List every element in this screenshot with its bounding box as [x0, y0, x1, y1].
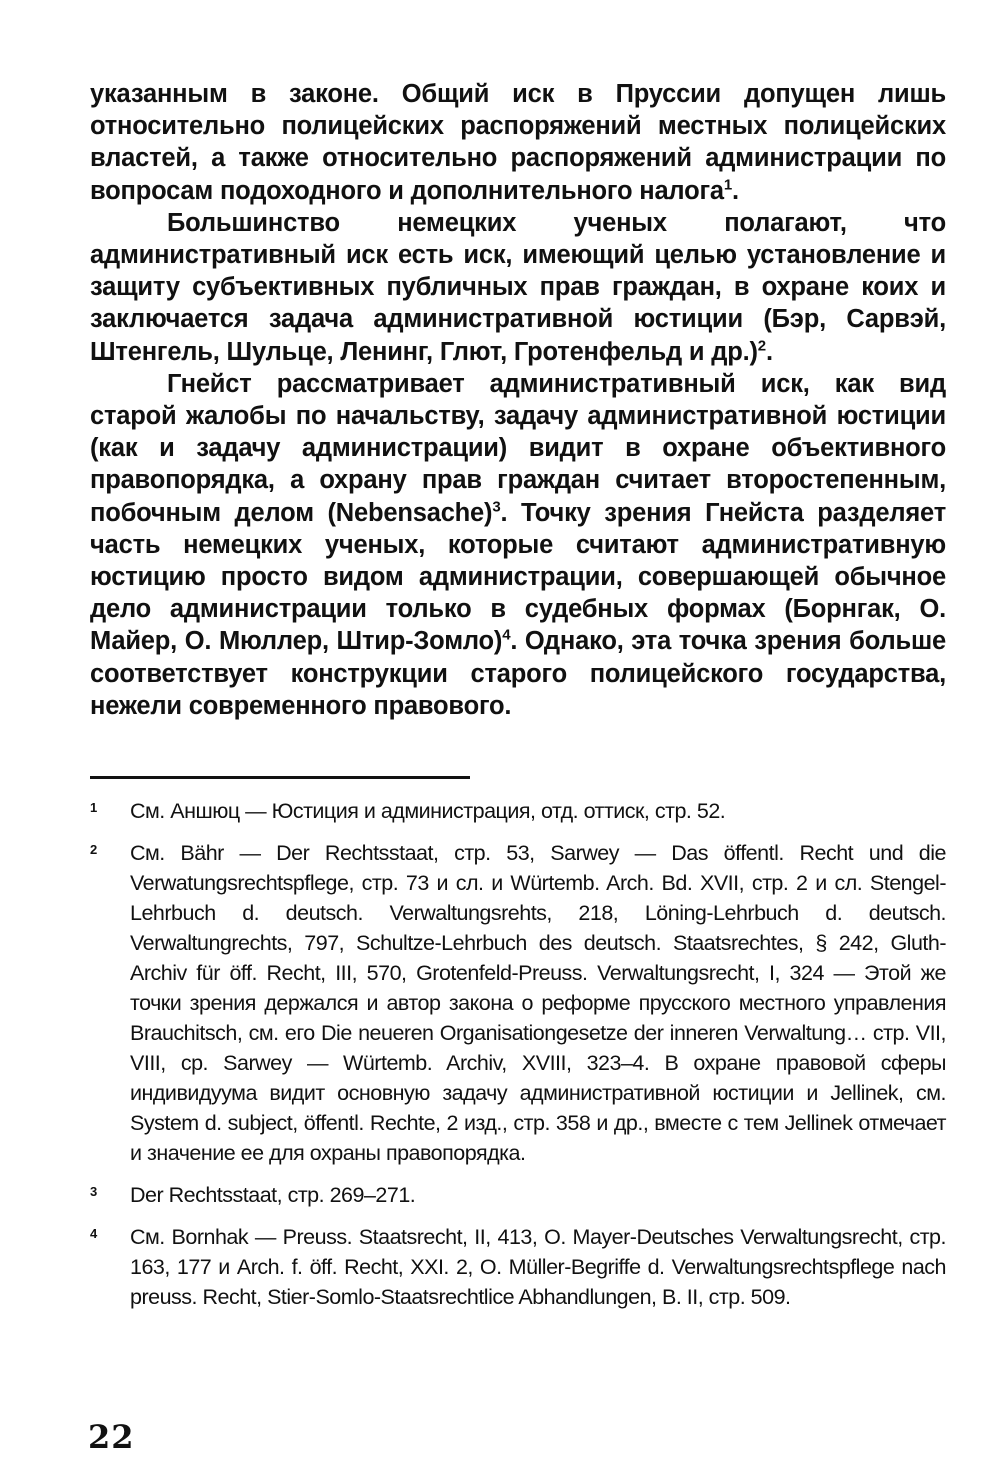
- page-number: 22: [88, 1418, 135, 1456]
- footnote-number: 3: [90, 1184, 97, 1199]
- paragraph-1: указанным в законе. Общий иск в Пруссии допущен лишь относительно полицейских распоряжений местных полицейских властей, а также относительно распоряжений администрации по вопросам подоходного и дополнительного налога$^1$.: [90, 80, 946, 205]
- footnote-text: См. Аншюц — Юстиция и администрация, отд. оттиск, стр. 52.: [130, 799, 726, 823]
- footnote-ref: 2: [757, 337, 766, 355]
- footnote-ref: 3: [492, 498, 501, 516]
- footnotes: [90, 796, 946, 1324]
- footnote-number: 4: [90, 1226, 97, 1241]
- footnote-text: См. Bähr — Der Rechtsstaat, стр. 53, Sarwey — Das öffentl. Recht und die Verwatungsrechtspflege, стр. 73 и сл. и Würtemb. Arch. Bd. XVII, стр. 2 и сл. Stengel-Lehrbuch d. deutsch. Verwaltungsrehts, 218, Löning-Lehrbuch d. deutsch. Verwaltungrechts, 797, Schultze-Lehrbuch des deutsch. Staatsrechtes, § 242, Gluth-Archiv für öff. Recht, III, 570, Grotenfeld-Preuss. Verwaltungsrecht, I, 324 — Этой же точки зрения держался и автор закона о реформе прусского местного управления Brauchitsch, см. его Die neueren Organisationgesetze der inneren Verwaltung… стр. VII, VIII, ср. Sarwey — Würtemb. Archiv, XVIII, 323–4. В охране правовой сферы индивидуума видит основную задачу административной юстиции и Jellinek, см. System d. subject, öffentl. Rechte, 2 изд., стр. 358 и др., вместе с тем Jellinek отмечает и значение ее для охраны правопорядка.: [130, 841, 946, 1165]
- footnote-number: 1: [90, 800, 97, 815]
- footnote-text: Der Rechtsstaat, стр. 269–271.: [130, 1183, 416, 1207]
- footnote-ref: 1: [723, 176, 733, 194]
- paragraph-3: Гнейст рассматривает административный иск, как вид старой жалобы по начальству, задачу административной юстиции (как и задачу администрации) видит в охране объективного правопорядка, а охрану прав граждан считает второстепенным, побочным делом (Nebensache)$^3$. Точку зрения Гнейста разделяет часть немецких ученых, которые считают административную юстицию просто видом администрации, совершающей обычное дело администрации только в судебных формах (Борнгак, О. Майер, О. Мюллер, Штир-Зомло)$^4$. Однако, эта точка зрения больше соответствует конструкции старого полицейского государства, нежели современного правового.: [90, 369, 946, 720]
- footnote-number: 2: [90, 842, 97, 857]
- footnote-3: [90, 1180, 946, 1210]
- footnote-1: [90, 796, 946, 826]
- footnote-2: [90, 838, 946, 1168]
- footnote-ref: 4: [502, 626, 511, 644]
- footnote-separator: [90, 776, 470, 779]
- footnote-text: См. Bornhak — Preuss. Staatsrecht, II, 413, O. Mayer-Deutsches Verwaltungsrecht, стр. 163, 177 и Arch. f. öff. Recht, XXI. 2, O. Müller-Begriffe d. Verwaltungsrechtspflege nach preuss. Recht, Stier-Somlo-Staatsrechtlice Abhandlungen, B. II, стр. 509.: [130, 1225, 946, 1309]
- paragraph-2: Большинство немецких ученых полагают, что административный иск есть иск, имеющий целью установление и защиту субъективных публичных прав граждан, в охране коих и заключается задача административной юстиции (Бэр, Сарвэй, Штенгель, Шульце, Ленинг, Глют, Гротенфельд и др.)$^2$.: [90, 208, 946, 366]
- main-text: [90, 78, 946, 722]
- footnote-4: [90, 1222, 946, 1312]
